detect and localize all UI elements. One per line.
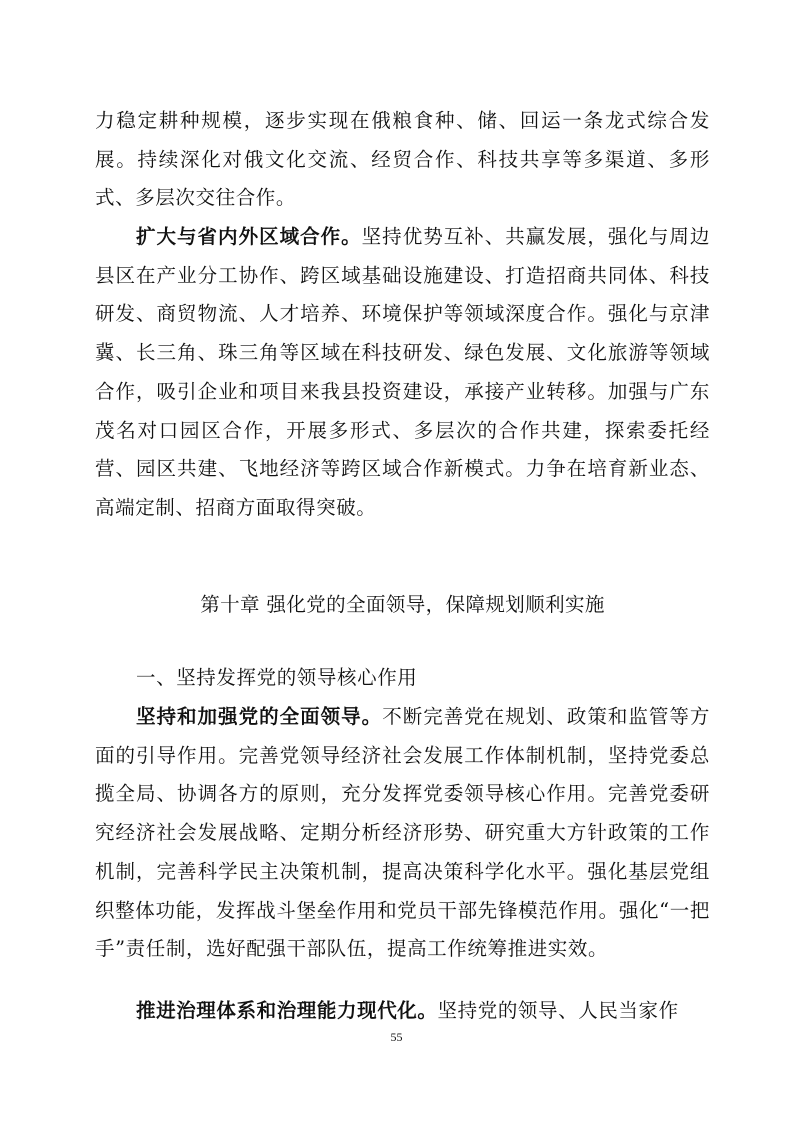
paragraph-text: 不断完善党在规划、政策和监管等方面的引导作用。完善党领导经济社会发展工作体制机制，坚持党委总揽全局、协调各方的原则，充分发挥党委领导核心作用。完善党委研究经济社会发展战略、定期分析经济形势、研究重大方针政策的工作机制，完善科学民主决策机制，提高决策科学化水平。强化基层党组织整体功能，发挥战斗堡垒作用和党员干部先锋模范作用。强化“一把手”责任制，选好配强干部队伍，提高工作统筹推进实效。 <box>95 705 711 961</box>
section-title: 一、坚持发挥党的领导核心作用 <box>136 666 418 689</box>
paragraph-lead-heading: 坚持和加强党的全面领导。 <box>136 705 383 728</box>
body-paragraph-regional-cooperation <box>95 218 710 528</box>
page-number: 55 <box>390 1030 403 1044</box>
paragraph-text: 坚持党的领导、人民当家作 <box>437 999 679 1022</box>
body-paragraph-party-leadership <box>95 698 710 969</box>
paragraph-text: 坚持优势互补、共赢发展，强化与周边县区在产业分工协作、跨区域基础设施建设、打造招商共同体、科技研发、商贸物流、人才培养、环境保护等领域深度合作。强化与京津冀、长三角、珠三角等区域在科技研发、绿色发展、文化旅游等领域合作，吸引企业和项目来我县投资建设，承接产业转移。加强与广东茂名对口园区合作，开展多形式、多层次的合作共建，探索委托经营、园区共建、飞地经济等跨区域合作新模式。力争在培育新业态、高端定制、招商方面取得突破。 <box>95 225 711 519</box>
paragraph-lead-heading: 推进治理体系和治理能力现代化。 <box>136 999 438 1022</box>
body-paragraph-continued <box>95 102 710 218</box>
paragraph-text: 力稳定耕种规模，逐步实现在俄粮食种、储、回运一条龙式综合发展。持续深化对俄文化交流、经贸合作、科技共享等多渠道、多形式、多层次交往合作。 <box>95 109 710 210</box>
paragraph-lead-heading: 扩大与省内外区域合作。 <box>136 225 362 248</box>
body-paragraph-governance-modernization <box>95 992 710 1031</box>
chapter-title: 第十章 强化党的全面领导，保障规划顺利实施 <box>200 593 605 616</box>
